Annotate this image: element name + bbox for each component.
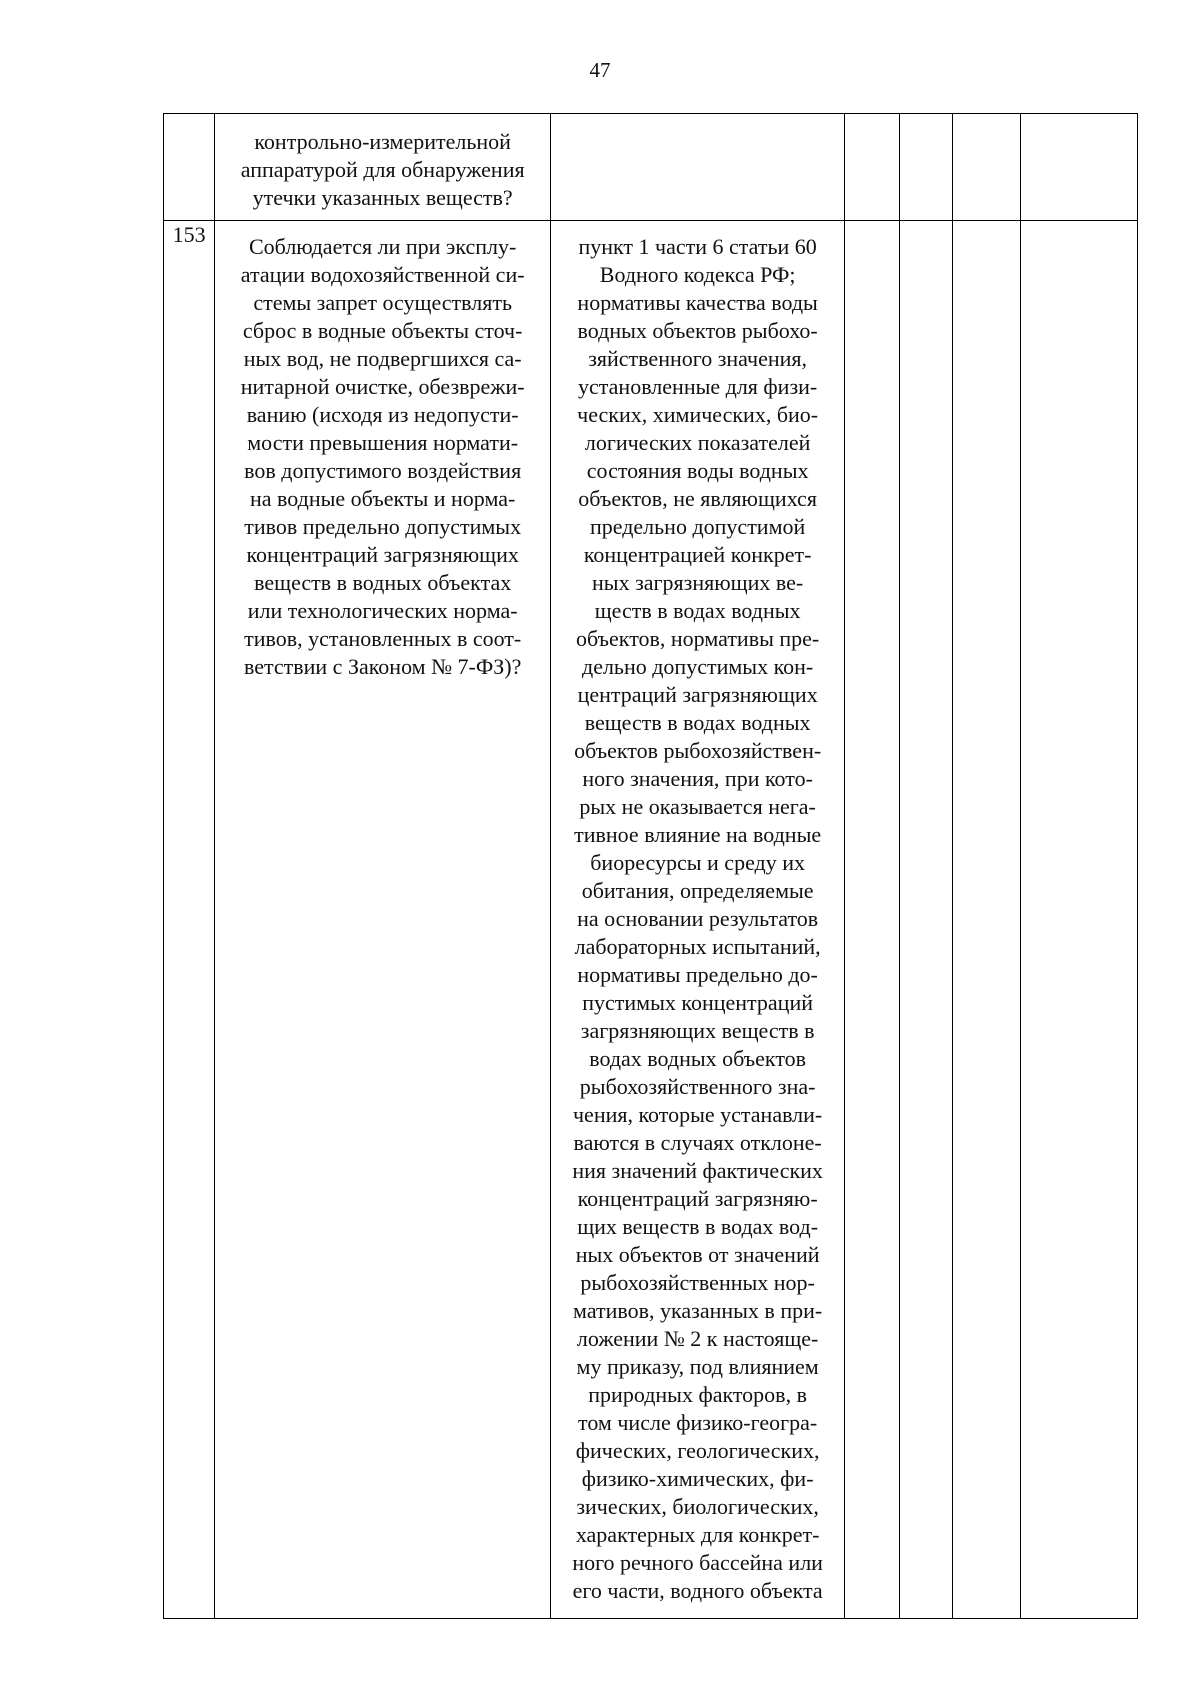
- text-line: на основании результатов: [577, 906, 819, 931]
- notes-cell: [1020, 221, 1137, 1619]
- text-line: ных объектов от значений: [575, 1242, 820, 1267]
- text-line: объектов, не являющихся: [578, 486, 817, 511]
- text-line: веществ в водах водных: [584, 710, 811, 735]
- text-line: тивов предельно допустимых: [244, 514, 522, 539]
- text-line: рыбохозяйственных нор-: [580, 1270, 815, 1295]
- text-line: его части, водного объекта: [572, 1578, 823, 1603]
- text-line: характерных для конкрет-: [575, 1522, 820, 1547]
- text-line: водах водных объектов: [589, 1046, 807, 1071]
- answer-yes-cell: [845, 114, 900, 221]
- text-line: ществ в водах водных: [594, 598, 801, 623]
- question-text: [215, 114, 550, 212]
- text-line: мости превышения нормати-: [247, 430, 519, 455]
- page-number: 47: [589, 58, 611, 82]
- reference-cell: [551, 114, 845, 221]
- text-line: обитания, определяемые: [581, 878, 814, 903]
- text-line: стемы запрет осуществлять: [253, 290, 512, 315]
- text-line: или технологических норма-: [247, 598, 518, 623]
- text-line: ных загрязняющих ве-: [592, 570, 804, 595]
- text-line: ных вод, не подвергшихся са-: [243, 346, 522, 371]
- text-line: водных объектов рыбохо-: [577, 318, 818, 343]
- reference-cell: [551, 221, 845, 1619]
- text-line: рых не оказывается нега-: [579, 794, 816, 819]
- text-line: вов допустимого воздействия: [244, 458, 522, 483]
- text-line: ческих, химических, био-: [577, 402, 819, 427]
- text-line: мативов, указанных в при-: [573, 1298, 823, 1323]
- text-line: зических, биологических,: [576, 1494, 819, 1519]
- table-row: [164, 114, 1138, 221]
- text-line: нормативы качества воды: [577, 290, 818, 315]
- text-line: зяйственного значения,: [588, 346, 808, 371]
- text-line: веществ в водных объектах: [254, 570, 512, 595]
- answer-no-cell: [900, 114, 953, 221]
- text-line: загрязняющих веществ в: [580, 1018, 815, 1043]
- text-line: му приказу, под влиянием: [576, 1354, 819, 1379]
- text-line: ного значения, при кото-: [582, 766, 813, 791]
- text-line: физико-химических, фи-: [581, 1466, 814, 1491]
- text-line: том числе физико-геогра-: [578, 1410, 818, 1435]
- reference-text: [551, 221, 844, 1605]
- text-line: пустимых концентраций: [582, 990, 814, 1015]
- text-line: сброс в водные объекты сточ-: [242, 318, 523, 343]
- table-row: [164, 221, 1138, 1619]
- text-line: установленные для физи-: [578, 374, 818, 399]
- text-line: пункт 1 части 6 статьи 60: [578, 234, 817, 259]
- text-line: дельно допустимых кон-: [582, 654, 814, 679]
- text-line: концентраций загрязняю-: [577, 1186, 818, 1211]
- text-line: тивов, установленных в соот-: [244, 626, 522, 651]
- text-line: состояния воды водных: [586, 458, 809, 483]
- text-line: предельно допустимой: [589, 514, 806, 539]
- text-line: ложении № 2 к настояще-: [576, 1326, 819, 1351]
- text-line: природных факторов, в: [588, 1382, 807, 1407]
- text-line: объектов рыбохозяйствен-: [574, 738, 822, 763]
- question-text: [215, 221, 550, 681]
- text-line: Водного кодекса РФ;: [599, 262, 796, 287]
- text-line: щих веществ в водах вод-: [577, 1214, 819, 1239]
- text-line: рыбохозяйственного зна-: [579, 1074, 816, 1099]
- text-line: ния значений фактических: [572, 1158, 823, 1183]
- text-line: утечки указанных веществ?: [252, 185, 513, 210]
- row-number-cell: [164, 221, 215, 1619]
- text-line: атации водохозяйственной си-: [240, 262, 525, 287]
- text-line: ного речного бассейна или: [572, 1550, 823, 1575]
- text-line: аппаратурой для обнаружения: [240, 157, 525, 182]
- answer-na-cell: [953, 114, 1020, 221]
- text-line: концентраций загрязняющих: [246, 542, 519, 567]
- text-line: биоресурсы и среду их: [590, 850, 806, 875]
- text-line: контрольно-измерительной: [254, 129, 511, 154]
- text-line: логических показателей: [584, 430, 811, 455]
- answer-na-cell: [953, 221, 1020, 1619]
- text-line: на водные объекты и норма-: [250, 486, 516, 511]
- question-cell: [215, 114, 551, 221]
- reference-text: [551, 114, 844, 128]
- text-line: центраций загрязняющих: [577, 682, 818, 707]
- text-line: ветствии с Законом № 7-ФЗ)?: [243, 654, 522, 679]
- text-line: ваются в случаях отклоне-: [573, 1130, 822, 1155]
- answer-yes-cell: [845, 221, 900, 1619]
- question-cell: [215, 221, 551, 1619]
- text-line: нитарной очистке, обезврежи-: [240, 374, 525, 399]
- text-line: нормативы предельно до-: [577, 962, 818, 987]
- text-line: тивное влияние на водные: [574, 822, 822, 847]
- text-line: концентрацией конкрет-: [583, 542, 812, 567]
- text-line: ванию (исходя из недопусти-: [246, 402, 519, 427]
- row-number-cell: [164, 114, 215, 221]
- row-number: 153: [172, 222, 206, 247]
- text-line: фических, геологических,: [575, 1438, 820, 1463]
- text-line: лабораторных испытаний,: [574, 934, 821, 959]
- answer-no-cell: [900, 221, 953, 1619]
- text-line: чения, которые устанавли-: [572, 1102, 823, 1127]
- notes-cell: [1020, 114, 1137, 221]
- text-line: Соблюдается ли при эксплу-: [249, 234, 517, 259]
- checklist-table: [163, 113, 1138, 1619]
- text-line: объектов, нормативы пре-: [576, 626, 820, 651]
